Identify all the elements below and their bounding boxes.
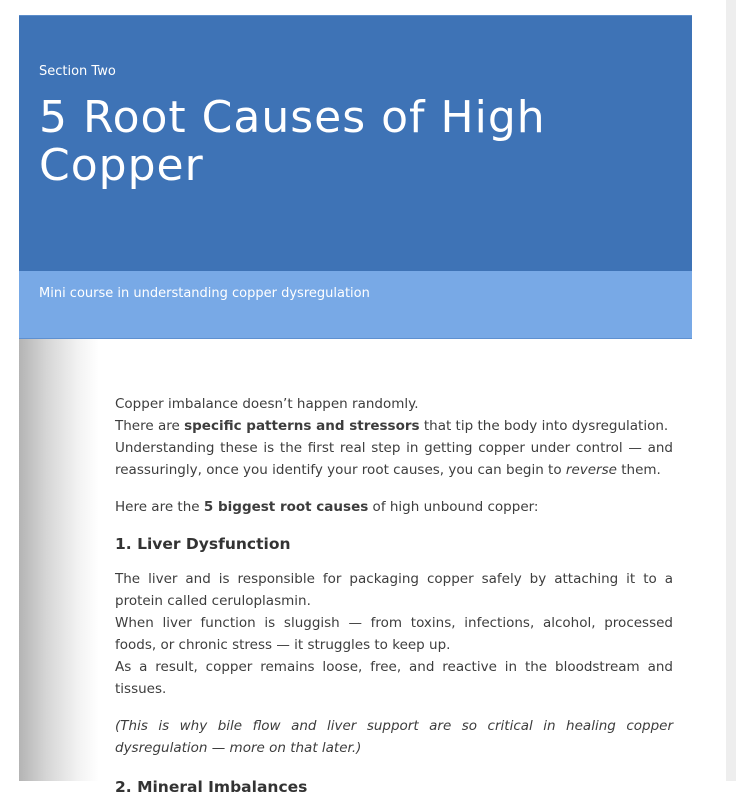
- lead-start: Here are the: [115, 499, 204, 515]
- article-body: [115, 393, 673, 811]
- section-kicker: Section Two: [39, 64, 116, 79]
- intro-line-3-end: them.: [616, 462, 661, 478]
- intro-line-1: Copper imbalance doesn’t happen randomly.: [115, 396, 419, 412]
- section-heading-minerals: 2. Mineral Imbalances: [115, 778, 308, 796]
- subtitle-bar: [19, 271, 692, 339]
- section-heading-liver: 1. Liver Dysfunction: [115, 535, 291, 553]
- page-title: 5 Root Causes of High Copper: [39, 92, 546, 191]
- liver-paragraph: [115, 568, 673, 700]
- liver-line-2: When liver function is sluggish — from toxins, infections, alcohol, processed foods, or chronic stress — it struggles to keep up.: [115, 615, 673, 653]
- intro-line-2-start: There are: [115, 418, 185, 434]
- liver-line-3: As a result, copper remains loose, free, and reactive in the bloodstream and tissues.: [115, 659, 673, 697]
- page-subtitle: Mini course in understanding copper dysregulation: [39, 286, 370, 301]
- liver-line-1: The liver and is responsible for packaging copper safely by attaching it to a protein called ceruloplasmin.: [115, 571, 673, 609]
- intro-line-3-start: Understanding these is the first real step in getting copper under control — and reassuringly, once you identify your root causes, you can begin to: [115, 440, 673, 478]
- intro-line-2-end: that tip the body into dysregulation.: [419, 418, 669, 434]
- page-shadow: [19, 339, 99, 781]
- lead-end: of high unbound copper:: [368, 499, 539, 515]
- intro-line-3-emphasis: reverse: [565, 462, 617, 478]
- intro-paragraph: [115, 393, 673, 481]
- intro-line-2-bold: specific patterns and stressors: [184, 418, 420, 434]
- liver-note: (This is why bile flow and liver support are so critical in healing copper dysregulation — more on that later.): [115, 718, 673, 756]
- header-banner: [19, 15, 692, 271]
- lead-bold: 5 biggest root causes: [203, 499, 369, 515]
- lead-paragraph: [115, 496, 673, 518]
- page-scroll-rail: [726, 0, 736, 781]
